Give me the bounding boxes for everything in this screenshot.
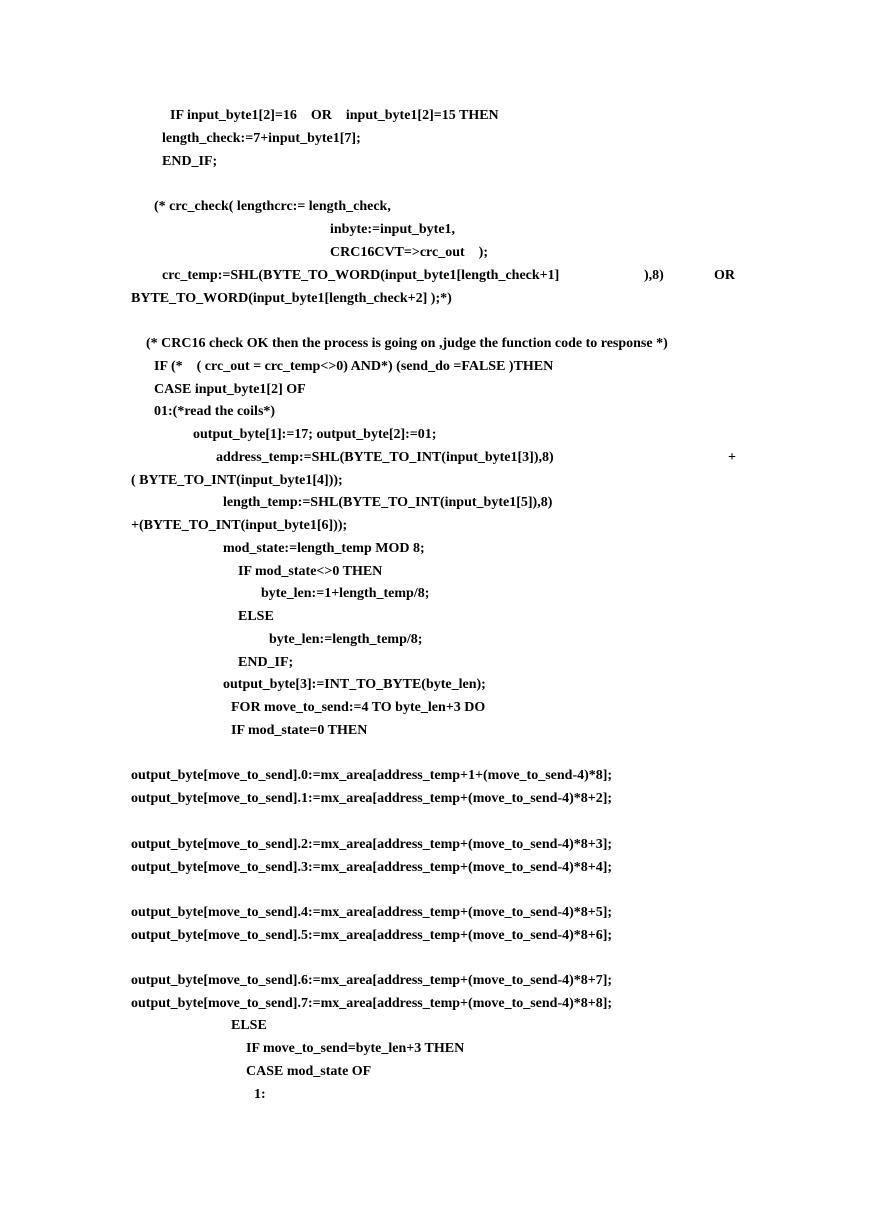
code-line: IF mod_state<>0 THEN [238, 564, 383, 579]
code-comment-line: (* crc_check( lengthcrc:= length_check, [154, 199, 391, 214]
code-comment-line: BYTE_TO_WORD(input_byte1[length_check+2] );*) [131, 291, 452, 306]
code-line: FOR move_to_send:=4 TO byte_len+3 DO [231, 700, 486, 715]
code-line: +(BYTE_TO_INT(input_byte1[6])); [131, 518, 348, 533]
code-line: ELSE [231, 1018, 267, 1033]
code-comment-line: OR [714, 268, 735, 283]
code-comment-line: crc_temp:=SHL(BYTE_TO_WORD(input_byte1[length_check+1] [162, 268, 560, 283]
code-line: length_temp:=SHL(BYTE_TO_INT(input_byte1[5]),8) [223, 495, 553, 510]
code-line: 01:(*read the coils*) [154, 404, 276, 419]
code-line: output_byte[move_to_send].7:=mx_area[address_temp+(move_to_send-4)*8+8]; [131, 996, 613, 1011]
code-line: output_byte[move_to_send].6:=mx_area[address_temp+(move_to_send-4)*8+7]; [131, 973, 613, 988]
code-line: output_byte[move_to_send].2:=mx_area[address_temp+(move_to_send-4)*8+3]; [131, 837, 613, 852]
code-line: output_byte[1]:=17; output_byte[2]:=01; [193, 427, 437, 442]
code-line: output_byte[move_to_send].5:=mx_area[address_temp+(move_to_send-4)*8+6]; [131, 928, 613, 943]
code-line: byte_len:=1+length_temp/8; [261, 586, 430, 601]
code-line: address_temp:=SHL(BYTE_TO_INT(input_byte1[3]),8) [216, 450, 554, 465]
code-comment-line: (* CRC16 check OK then the process is going on ,judge the function code to response *) [146, 336, 668, 351]
code-line: output_byte[move_to_send].4:=mx_area[address_temp+(move_to_send-4)*8+5]; [131, 905, 613, 920]
code-line: END_IF; [162, 154, 218, 169]
code-line: ( BYTE_TO_INT(input_byte1[4])); [131, 473, 343, 488]
code-line: IF (* ( crc_out = crc_temp<>0) AND*) (send_do =FALSE )THEN [154, 359, 554, 374]
code-line: length_check:=7+input_byte1[7]; [162, 131, 361, 146]
code-line: mod_state:=length_temp MOD 8; [223, 541, 425, 556]
code-line: CASE input_byte1[2] OF [154, 382, 306, 397]
code-line: output_byte[move_to_send].0:=mx_area[address_temp+1+(move_to_send-4)*8]; [131, 768, 613, 783]
code-line: 1: [254, 1087, 266, 1102]
code-line: byte_len:=length_temp/8; [269, 632, 423, 647]
code-comment-line: CRC16CVT=>crc_out ); [330, 245, 489, 260]
code-line: + [728, 450, 736, 465]
code-line: output_byte[move_to_send].3:=mx_area[address_temp+(move_to_send-4)*8+4]; [131, 860, 613, 875]
code-line: output_byte[move_to_send].1:=mx_area[address_temp+(move_to_send-4)*8+2]; [131, 791, 613, 806]
code-comment-line: inbyte:=input_byte1, [330, 222, 456, 237]
code-line: IF input_byte1[2]=16 OR input_byte1[2]=15 THEN [170, 108, 499, 123]
code-line: END_IF; [238, 655, 294, 670]
code-line: CASE mod_state OF [246, 1064, 372, 1079]
code-comment-line: ),8) [644, 268, 664, 283]
code-line: IF mod_state=0 THEN [231, 723, 368, 738]
code-line: IF move_to_send=byte_len+3 THEN [246, 1041, 465, 1056]
code-line: output_byte[3]:=INT_TO_BYTE(byte_len); [223, 677, 486, 692]
code-line: ELSE [238, 609, 274, 624]
